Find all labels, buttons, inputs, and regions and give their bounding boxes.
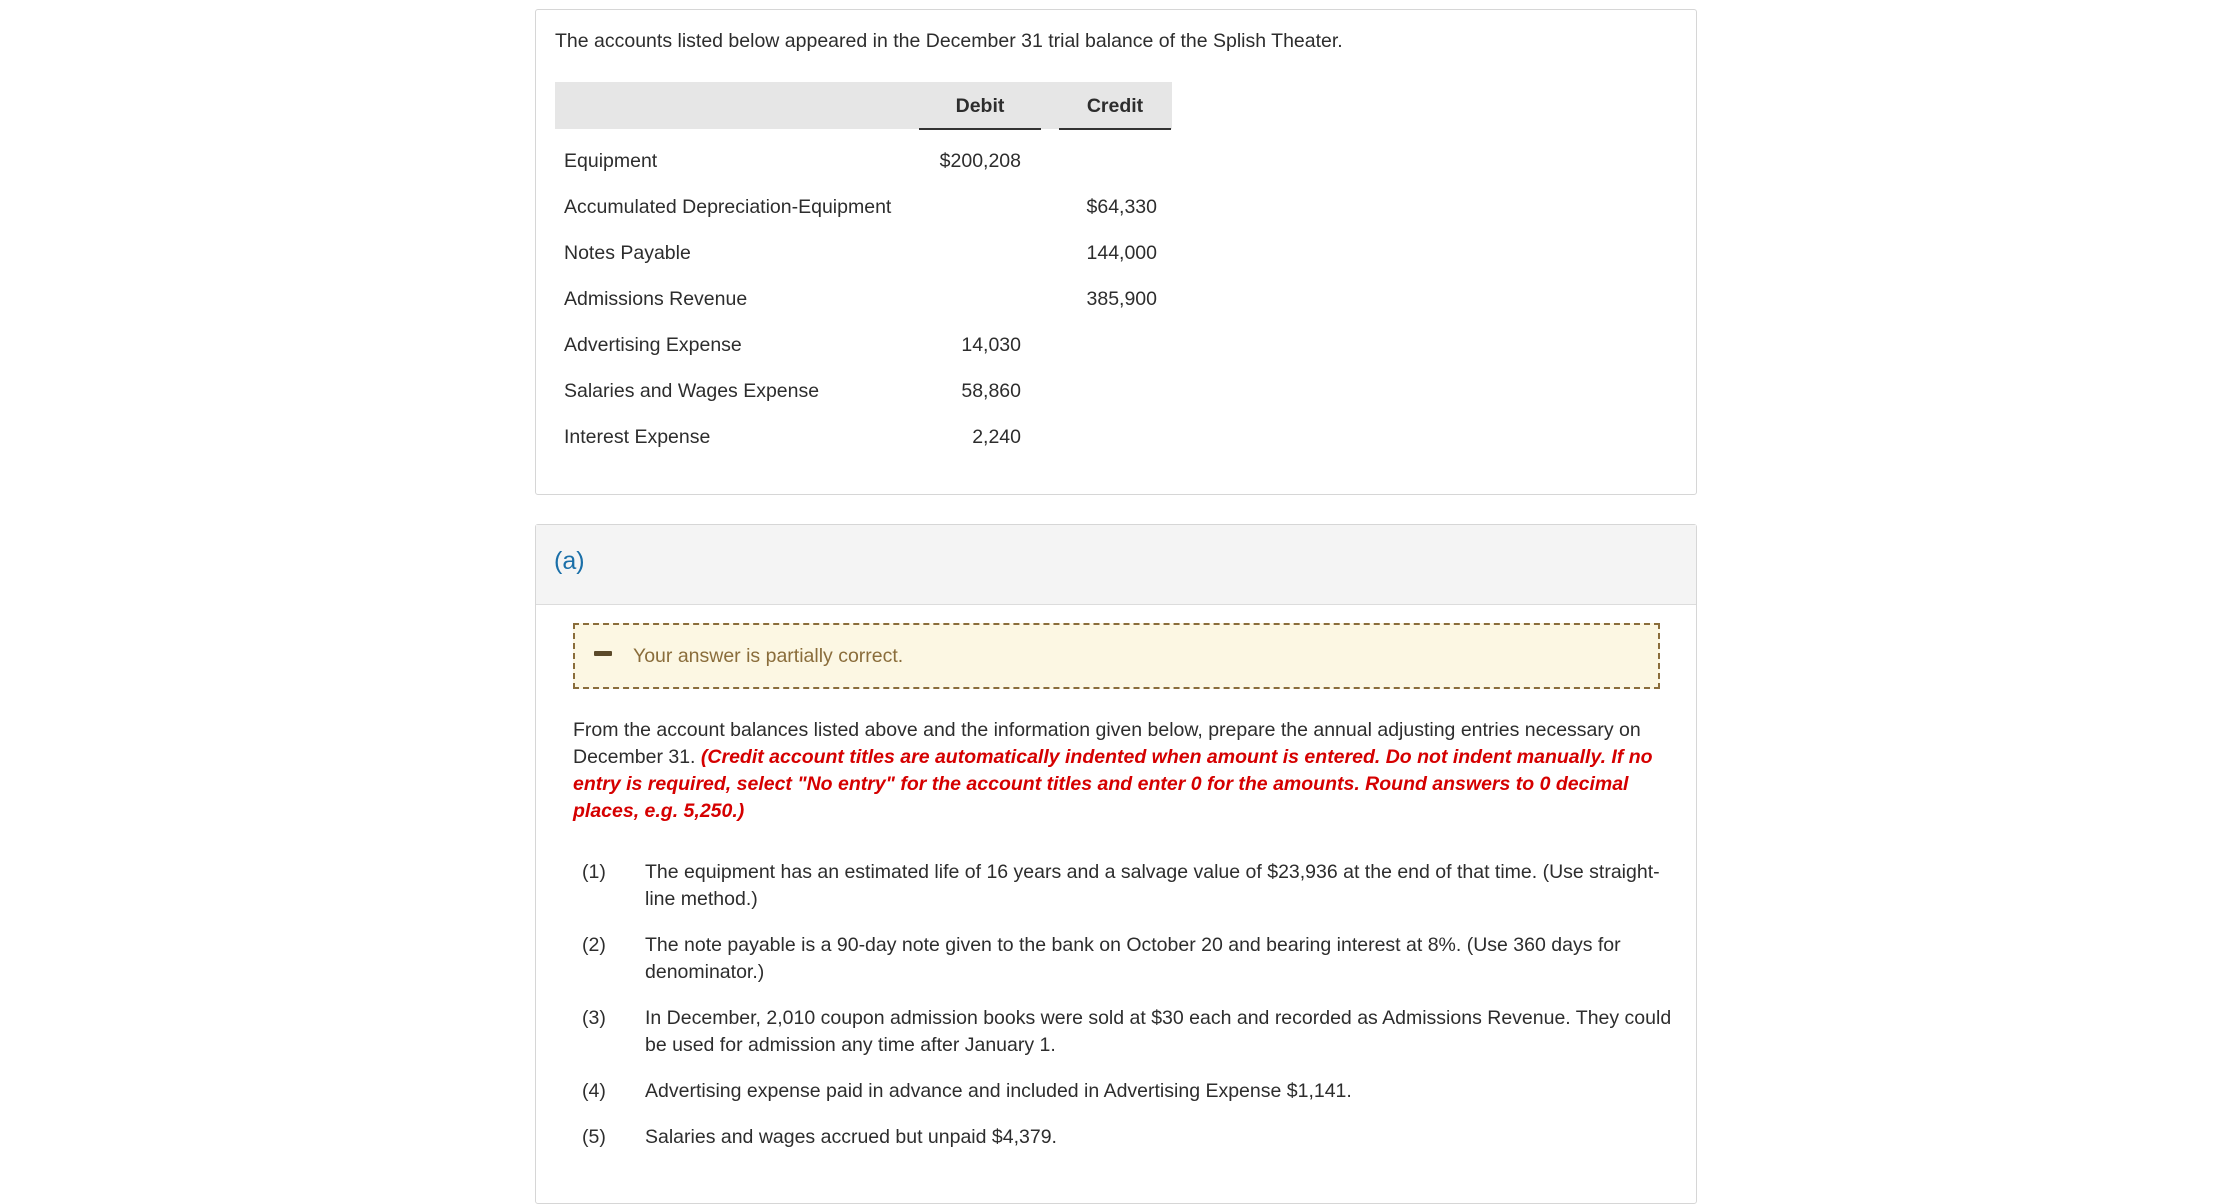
instructions: [573, 717, 1663, 825]
feedback-banner: [573, 623, 1660, 689]
adjustment-items-list: [573, 859, 1673, 1170]
partial-correct-icon: [594, 651, 612, 656]
account-name: Admissions Revenue: [564, 288, 748, 310]
list-item: [573, 932, 1673, 986]
table-row: [555, 230, 1172, 276]
account-name: Interest Expense: [564, 426, 711, 448]
credit-column-header: Credit: [1059, 82, 1171, 130]
item-text: Advertising expense paid in advance and included in Advertising Expense $1,141.: [645, 1080, 1352, 1102]
item-number: (5): [582, 1126, 606, 1148]
item-text: In December, 2,010 coupon admission books were sold at $30 each and recorded as Admissions Revenue. They could be used for admission any time after January 1.: [645, 1007, 1672, 1056]
table-row: [555, 276, 1172, 322]
list-item: [573, 1005, 1673, 1059]
part-a-card: [535, 524, 1697, 1204]
trial-balance-header: [555, 82, 1172, 129]
table-row: [555, 184, 1172, 230]
debit-column-header: Debit: [919, 82, 1041, 130]
list-item: [573, 859, 1673, 913]
item-text: The equipment has an estimated life of 16 years and a salvage value of $23,936 at the end of that time. (Use straight-line method.): [645, 861, 1660, 910]
item-text: Salaries and wages accrued but unpaid $4,379.: [645, 1126, 1057, 1148]
credit-amount: 385,900: [1086, 288, 1157, 310]
account-name: Equipment: [564, 150, 658, 172]
debit-amount: $200,208: [939, 150, 1021, 172]
item-number: (1): [582, 861, 606, 883]
list-item: [573, 1078, 1673, 1105]
part-label: (a): [554, 547, 585, 575]
feedback-text: Your answer is partially correct.: [633, 645, 904, 667]
credit-amount: $64,330: [1086, 196, 1157, 218]
item-text: The note payable is a 90-day note given to the bank on October 20 and bearing interest at 8%. (Use 360 days for denominator.): [645, 934, 1621, 983]
table-row: [555, 322, 1172, 368]
trial-balance-card: [535, 9, 1697, 495]
table-row: [555, 414, 1172, 460]
item-number: (2): [582, 934, 606, 956]
trial-balance-intro: The accounts listed below appeared in the December 31 trial balance of the Splish Theater.: [555, 30, 1343, 52]
table-row: [555, 138, 1172, 184]
debit-amount: 14,030: [961, 334, 1021, 356]
item-number: (3): [582, 1007, 606, 1029]
debit-amount: 2,240: [972, 426, 1021, 448]
instructions-text: From the account balances listed above and the information given below, prepare the annual adjusting entries necessary on December 31.: [573, 719, 1641, 768]
instructions-emphasis: (Credit account titles are automatically indented when amount is entered. Do not indent manually. If no entry is required, select "No entry" for the account titles and enter 0 for the amounts. Round answers to 0 decimal places, e.g. 5,250.): [573, 746, 1653, 822]
list-item: [573, 1124, 1673, 1151]
debit-amount: 58,860: [961, 380, 1021, 402]
account-name: Advertising Expense: [564, 334, 742, 356]
item-number: (4): [582, 1080, 606, 1102]
account-name: Salaries and Wages Expense: [564, 380, 820, 402]
account-name: Notes Payable: [564, 242, 691, 264]
account-name: Accumulated Depreciation-Equipment: [564, 196, 892, 218]
credit-amount: 144,000: [1086, 242, 1157, 264]
table-row: [555, 368, 1172, 414]
part-a-header[interactable]: [536, 525, 1696, 605]
